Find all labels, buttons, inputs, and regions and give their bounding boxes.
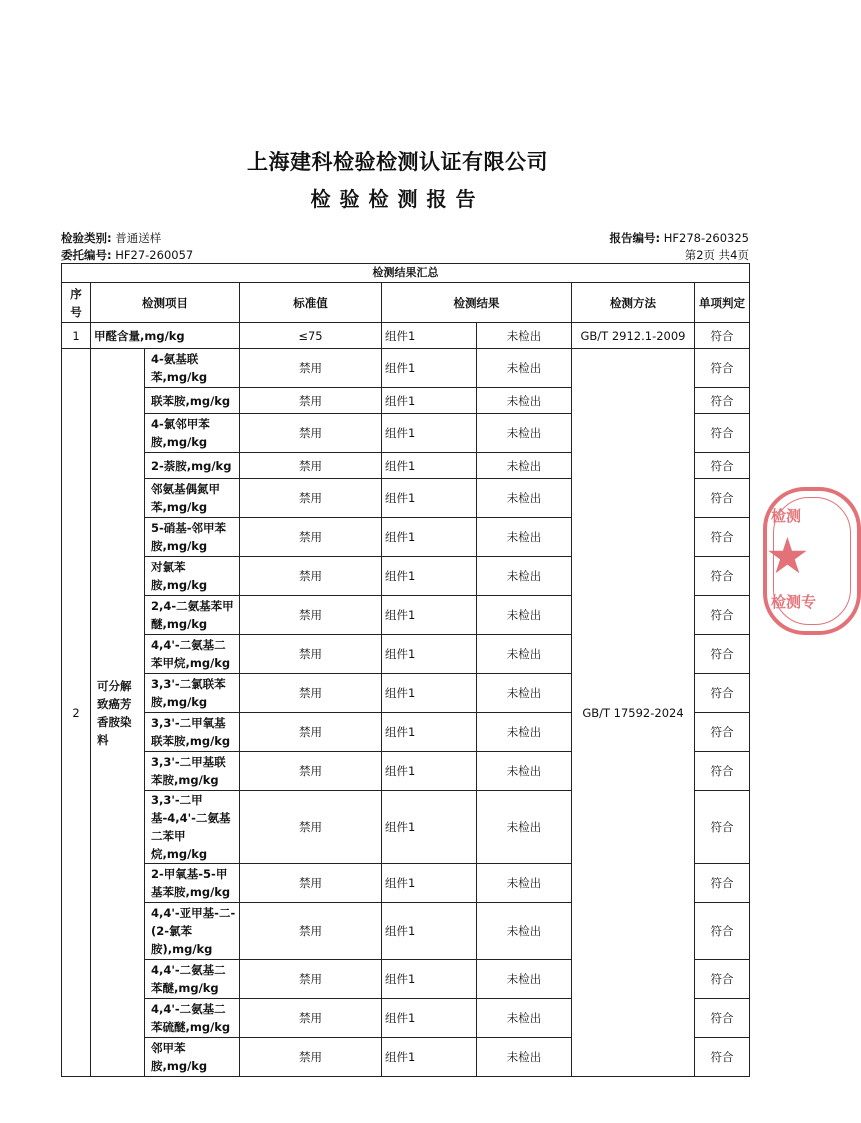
report-title: 检验检测报告 [310, 187, 485, 211]
seal-stamp [763, 487, 861, 635]
row-result: 未检出 [477, 960, 572, 999]
header-judgement: 单项判定 [695, 283, 750, 323]
row-component: 组件1 [382, 960, 477, 999]
row-standard: 禁用 [240, 557, 382, 596]
row-component: 组件1 [382, 388, 477, 414]
row-standard: 禁用 [240, 349, 382, 388]
row-standard: 禁用 [240, 479, 382, 518]
row-component: 组件1 [382, 864, 477, 903]
row-judgement: 符合 [695, 518, 750, 557]
row-method: GB/T 2912.1-2009 [572, 323, 695, 349]
row-component: 组件1 [382, 1038, 477, 1077]
row-item: 4,4'-二氨基二苯硫醚,mg/kg [145, 999, 240, 1038]
row-item: 3,3'-二甲基-4,4'-二氨基二苯甲烷,mg/kg [145, 791, 240, 864]
row-component: 组件1 [382, 674, 477, 713]
header-standard: 标准值 [240, 283, 382, 323]
row-component: 组件1 [382, 414, 477, 453]
row-component: 组件1 [382, 479, 477, 518]
company-name: 上海建科检验检测认证有限公司 [247, 150, 548, 174]
row-result: 未检出 [477, 414, 572, 453]
group-method: GB/T 17592-2024 [572, 349, 695, 1077]
report-no-value: HF278-260325 [663, 231, 749, 245]
row-item: 甲醛含量,mg/kg [91, 323, 240, 349]
row-item: 对氯苯胺,mg/kg [145, 557, 240, 596]
row-standard: 禁用 [240, 960, 382, 999]
header-seq: 序号 [62, 283, 91, 323]
row-result: 未检出 [477, 674, 572, 713]
row-item: 3,3'-二甲基联苯胺,mg/kg [145, 752, 240, 791]
row-result: 未检出 [477, 713, 572, 752]
row-judgement: 符合 [695, 864, 750, 903]
row-result: 未检出 [477, 635, 572, 674]
row-component: 组件1 [382, 349, 477, 388]
row-item: 5-硝基-邻甲苯胺,mg/kg [145, 518, 240, 557]
row-component: 组件1 [382, 453, 477, 479]
row-standard: 禁用 [240, 674, 382, 713]
stamp-text-bottom: 检测专 [771, 593, 817, 611]
results-table [61, 263, 750, 1077]
report-no-label: 报告编号: [609, 231, 661, 245]
row-standard: 禁用 [240, 453, 382, 479]
row-judgement: 符合 [695, 960, 750, 999]
row-item: 3,3'-二氯联苯胺,mg/kg [145, 674, 240, 713]
row-component: 组件1 [382, 791, 477, 864]
row-item: 4-氨基联苯,mg/kg [145, 349, 240, 388]
star-icon: ★ [765, 527, 810, 585]
row-judgement: 符合 [695, 635, 750, 674]
row-judgement: 符合 [695, 557, 750, 596]
row-item: 4,4'-亚甲基-二-(2-氯苯胺),mg/kg [145, 903, 240, 960]
row-judgement: 符合 [695, 713, 750, 752]
row-result: 未检出 [477, 388, 572, 414]
row-result: 未检出 [477, 596, 572, 635]
row-standard: 禁用 [240, 388, 382, 414]
row-standard: 禁用 [240, 635, 382, 674]
header-result: 检测结果 [382, 283, 572, 323]
table-row [62, 349, 750, 388]
commission-number [61, 247, 193, 263]
category-label: 检验类别: [61, 231, 112, 245]
row-item: 联苯胺,mg/kg [145, 388, 240, 414]
row-judgement: 符合 [695, 903, 750, 960]
table-row [62, 323, 750, 349]
row-item: 2,4-二氨基苯甲醚,mg/kg [145, 596, 240, 635]
row-judgement: 符合 [695, 453, 750, 479]
row-result: 未检出 [477, 1038, 572, 1077]
row-item: 2-萘胺,mg/kg [145, 453, 240, 479]
row-judgement: 符合 [695, 1038, 750, 1077]
row-seq: 1 [62, 323, 91, 349]
row-result: 未检出 [477, 791, 572, 864]
row-judgement: 符合 [695, 596, 750, 635]
row-standard: 禁用 [240, 864, 382, 903]
stamp-text-top: 检测 [771, 507, 802, 525]
table-caption-row [62, 264, 750, 283]
row-result: 未检出 [477, 518, 572, 557]
row-component: 组件1 [382, 518, 477, 557]
row-component: 组件1 [382, 596, 477, 635]
row-standard: 禁用 [240, 518, 382, 557]
row-standard: 禁用 [240, 903, 382, 960]
row-result: 未检出 [477, 903, 572, 960]
row-standard: 禁用 [240, 999, 382, 1038]
row-item: 邻甲苯胺,mg/kg [145, 1038, 240, 1077]
row-standard: 禁用 [240, 596, 382, 635]
row-result: 未检出 [477, 323, 572, 349]
header-item: 检测项目 [91, 283, 240, 323]
commission-no-value: HF27-260057 [115, 248, 194, 262]
row-standard: 禁用 [240, 791, 382, 864]
commission-no-label: 委托编号: [61, 248, 112, 262]
row-item: 4,4'-二氨基二苯醚,mg/kg [145, 960, 240, 999]
row-judgement: 符合 [695, 479, 750, 518]
row-item: 3,3'-二甲氧基联苯胺,mg/kg [145, 713, 240, 752]
row-standard: 禁用 [240, 414, 382, 453]
row-result: 未检出 [477, 864, 572, 903]
group-seq: 2 [62, 349, 91, 1077]
row-standard: 禁用 [240, 713, 382, 752]
row-judgement: 符合 [695, 388, 750, 414]
group-name: 可分解致癌芳香胺染料 [91, 349, 145, 1077]
row-result: 未检出 [477, 479, 572, 518]
row-result: 未检出 [477, 557, 572, 596]
row-component: 组件1 [382, 713, 477, 752]
row-component: 组件1 [382, 999, 477, 1038]
row-judgement: 符合 [695, 414, 750, 453]
row-item: 2-甲氧基-5-甲基苯胺,mg/kg [145, 864, 240, 903]
row-component: 组件1 [382, 752, 477, 791]
row-component: 组件1 [382, 557, 477, 596]
header-method: 检测方法 [572, 283, 695, 323]
row-judgement: 符合 [695, 752, 750, 791]
row-judgement: 符合 [695, 791, 750, 864]
row-judgement: 符合 [695, 999, 750, 1038]
row-component: 组件1 [382, 323, 477, 349]
row-component: 组件1 [382, 635, 477, 674]
row-result: 未检出 [477, 752, 572, 791]
row-item: 邻氨基偶氮甲苯,mg/kg [145, 479, 240, 518]
row-result: 未检出 [477, 453, 572, 479]
table-header-row [62, 283, 750, 323]
category-value: 普通送样 [115, 231, 162, 245]
row-standard: ≤75 [240, 323, 382, 349]
report-number [609, 230, 749, 246]
table-caption: 检测结果汇总 [62, 264, 750, 283]
row-judgement: 符合 [695, 674, 750, 713]
row-standard: 禁用 [240, 1038, 382, 1077]
row-item: 4,4'-二氨基二苯甲烷,mg/kg [145, 635, 240, 674]
row-result: 未检出 [477, 999, 572, 1038]
row-judgement: 符合 [695, 349, 750, 388]
inspection-category [61, 230, 161, 246]
row-result: 未检出 [477, 349, 572, 388]
page-info: 第2页 共4页 [684, 248, 749, 262]
row-standard: 禁用 [240, 752, 382, 791]
row-item: 4-氯邻甲苯胺,mg/kg [145, 414, 240, 453]
row-judgement: 符合 [695, 323, 750, 349]
row-component: 组件1 [382, 903, 477, 960]
